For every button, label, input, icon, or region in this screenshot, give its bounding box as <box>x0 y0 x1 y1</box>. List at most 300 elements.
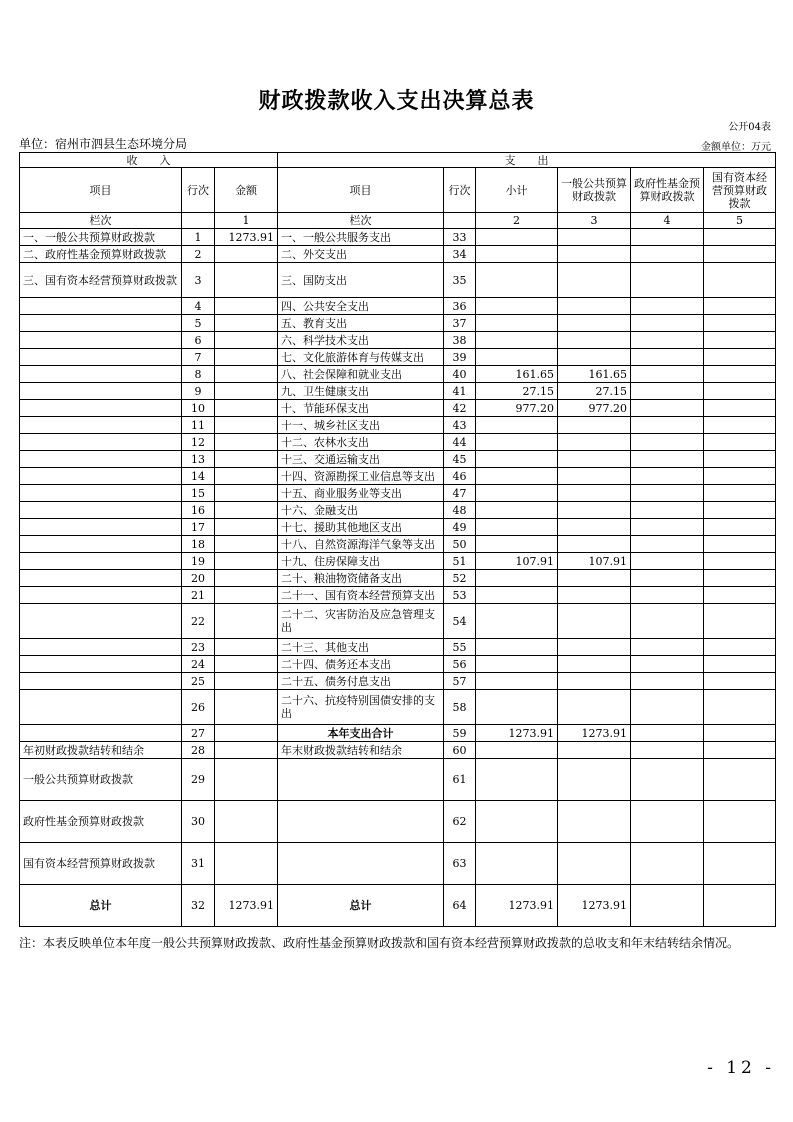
general-budget-cell <box>558 417 631 434</box>
subtotal-cell <box>476 759 558 801</box>
table-row <box>20 639 776 656</box>
income-line-cell: 29 <box>182 759 215 801</box>
expense-line-cell: 33 <box>444 229 476 246</box>
state-capital-cell <box>704 725 776 742</box>
fund-budget-cell <box>631 229 704 246</box>
expense-line-cell: 52 <box>444 570 476 587</box>
table-row <box>20 885 776 927</box>
expense-item-cell: 二十、粮油物资储备支出 <box>278 570 444 587</box>
expense-item-cell: 二、外交支出 <box>278 246 444 263</box>
income-amount-cell <box>215 656 278 673</box>
income-line-cell: 13 <box>182 451 215 468</box>
income-amount-cell <box>215 536 278 553</box>
income-item-cell <box>20 417 182 434</box>
expense-item-cell <box>278 843 444 885</box>
income-amount-cell: 1273.91 <box>215 229 278 246</box>
fund-budget-cell <box>631 451 704 468</box>
subtotal-cell <box>476 485 558 502</box>
fund-budget-cell <box>631 383 704 400</box>
expense-line-cell: 56 <box>444 656 476 673</box>
expense-item-cell: 六、科学技术支出 <box>278 332 444 349</box>
fund-budget-cell <box>631 519 704 536</box>
income-amount-cell <box>215 604 278 639</box>
expense-line-cell: 50 <box>444 536 476 553</box>
expense-line-cell: 49 <box>444 519 476 536</box>
state-capital-cell <box>704 587 776 604</box>
income-item-cell <box>20 553 182 570</box>
subtotal-cell <box>476 690 558 725</box>
general-budget-cell <box>558 801 631 843</box>
income-item-cell <box>20 725 182 742</box>
fund-budget-cell <box>631 485 704 502</box>
table-row <box>20 485 776 502</box>
subtotal-cell: 27.15 <box>476 383 558 400</box>
income-item-cell <box>20 656 182 673</box>
income-item-cell: 国有资本经营预算财政拨款 <box>20 843 182 885</box>
table-row <box>20 263 776 298</box>
state-capital-cell <box>704 639 776 656</box>
table-row <box>20 587 776 604</box>
income-line-cell: 6 <box>182 332 215 349</box>
income-item-cell <box>20 366 182 383</box>
col-4: 4 <box>631 213 704 229</box>
expense-line-cell: 60 <box>444 742 476 759</box>
general-budget-cell <box>558 315 631 332</box>
income-line-cell: 9 <box>182 383 215 400</box>
income-amount-cell <box>215 417 278 434</box>
expense-header: 支 出 <box>278 153 776 168</box>
table-row <box>20 451 776 468</box>
subtotal-cell <box>476 246 558 263</box>
income-amount-cell <box>215 383 278 400</box>
fund-budget-cell <box>631 604 704 639</box>
income-amount-cell <box>215 246 278 263</box>
fund-budget-cell <box>631 298 704 315</box>
state-capital-cell <box>704 673 776 690</box>
income-item-cell <box>20 519 182 536</box>
general-budget-cell <box>558 742 631 759</box>
state-capital-cell <box>704 400 776 417</box>
expense-item-cell: 二十六、抗疫特别国债安排的支出 <box>278 690 444 725</box>
fund-budget-header: 政府性基金预算财政拨款 <box>631 168 704 213</box>
income-amount-cell <box>215 742 278 759</box>
expense-item-cell: 十一、城乡社区支出 <box>278 417 444 434</box>
fund-budget-cell <box>631 885 704 927</box>
table-row <box>20 519 776 536</box>
income-amount-cell <box>215 553 278 570</box>
table-row <box>20 690 776 725</box>
general-budget-cell <box>558 451 631 468</box>
income-item-cell <box>20 587 182 604</box>
state-capital-cell <box>704 604 776 639</box>
general-budget-cell: 977.20 <box>558 400 631 417</box>
income-amount-cell <box>215 451 278 468</box>
income-line-cell: 12 <box>182 434 215 451</box>
subtotal-cell <box>476 298 558 315</box>
income-amount-cell <box>215 801 278 843</box>
income-item-cell: 年初财政拨款结转和结余 <box>20 742 182 759</box>
fund-budget-cell <box>631 502 704 519</box>
subtotal-cell <box>476 332 558 349</box>
subtotal-cell <box>476 604 558 639</box>
subtotal-cell <box>476 349 558 366</box>
expense-item-cell: 五、教育支出 <box>278 315 444 332</box>
col-label: 栏次 <box>20 213 182 229</box>
general-budget-cell <box>558 434 631 451</box>
state-capital-cell <box>704 315 776 332</box>
expense-item-cell: 八、社会保障和就业支出 <box>278 366 444 383</box>
col-exp-label: 栏次 <box>278 213 444 229</box>
expense-line-cell: 64 <box>444 885 476 927</box>
income-item-cell: 一、一般公共预算财政拨款 <box>20 229 182 246</box>
income-line-cell: 27 <box>182 725 215 742</box>
general-budget-cell <box>558 673 631 690</box>
table-row <box>20 604 776 639</box>
income-line-cell: 8 <box>182 366 215 383</box>
income-line-cell: 7 <box>182 349 215 366</box>
state-capital-cell <box>704 434 776 451</box>
fund-budget-cell <box>631 315 704 332</box>
income-line-cell: 3 <box>182 263 215 298</box>
general-budget-cell: 1273.91 <box>558 885 631 927</box>
income-line-cell: 17 <box>182 519 215 536</box>
subtotal-cell <box>476 229 558 246</box>
income-amount-cell <box>215 725 278 742</box>
state-capital-cell <box>704 485 776 502</box>
income-item-cell: 一般公共预算财政拨款 <box>20 759 182 801</box>
expense-item-cell: 十三、交通运输支出 <box>278 451 444 468</box>
subtotal-cell <box>476 468 558 485</box>
income-line-cell: 4 <box>182 298 215 315</box>
subtotal-cell: 1273.91 <box>476 725 558 742</box>
expense-line-cell: 39 <box>444 349 476 366</box>
expense-item-cell: 二十四、债务还本支出 <box>278 656 444 673</box>
table-row <box>20 349 776 366</box>
income-item-cell <box>20 673 182 690</box>
table-row <box>20 366 776 383</box>
expense-item-cell <box>278 759 444 801</box>
table-row <box>20 400 776 417</box>
general-budget-cell <box>558 639 631 656</box>
income-header: 收 入 <box>20 153 278 168</box>
fund-budget-cell <box>631 417 704 434</box>
general-budget-cell <box>558 656 631 673</box>
state-capital-cell <box>704 298 776 315</box>
expense-line-cell: 43 <box>444 417 476 434</box>
income-line-cell: 16 <box>182 502 215 519</box>
col-3: 3 <box>558 213 631 229</box>
income-line-cell: 11 <box>182 417 215 434</box>
subtotal-cell <box>476 843 558 885</box>
table-row <box>20 229 776 246</box>
general-budget-cell: 107.91 <box>558 553 631 570</box>
income-amount-cell <box>215 298 278 315</box>
general-budget-cell <box>558 468 631 485</box>
expense-item-cell: 十五、商业服务业等支出 <box>278 485 444 502</box>
footnote: 注：本表反映单位本年度一般公共预算财政拨款、政府性基金预算财政拨款和国有资本经营预算财政拨款的总收支和年末结转结余情况。 <box>19 936 740 950</box>
general-budget-cell: 27.15 <box>558 383 631 400</box>
fund-budget-cell <box>631 587 704 604</box>
expense-item-cell: 二十三、其他支出 <box>278 639 444 656</box>
income-item-cell <box>20 485 182 502</box>
income-item-cell <box>20 468 182 485</box>
fund-budget-cell <box>631 725 704 742</box>
table-row <box>20 502 776 519</box>
income-amount-cell <box>215 570 278 587</box>
income-item-cell <box>20 639 182 656</box>
general-budget-cell <box>558 570 631 587</box>
income-item-cell <box>20 451 182 468</box>
table-row <box>20 656 776 673</box>
general-budget-cell <box>558 759 631 801</box>
subtotal-cell <box>476 639 558 656</box>
expense-line-cell: 47 <box>444 485 476 502</box>
income-line-cell: 1 <box>182 229 215 246</box>
state-capital-cell <box>704 742 776 759</box>
expense-line-cell: 53 <box>444 587 476 604</box>
state-capital-cell <box>704 885 776 927</box>
income-item-cell <box>20 298 182 315</box>
income-amount-cell <box>215 332 278 349</box>
subtotal-header: 小计 <box>476 168 558 213</box>
expense-item-cell: 十、节能环保支出 <box>278 400 444 417</box>
fund-budget-cell <box>631 553 704 570</box>
general-budget-cell <box>558 298 631 315</box>
state-capital-cell <box>704 246 776 263</box>
expense-line-cell: 37 <box>444 315 476 332</box>
income-line-cell: 24 <box>182 656 215 673</box>
expense-item-cell: 二十五、债务付息支出 <box>278 673 444 690</box>
state-capital-cell <box>704 229 776 246</box>
table-row <box>20 759 776 801</box>
state-capital-header: 国有资本经营预算财政拨款 <box>704 168 776 213</box>
income-amount-cell <box>215 434 278 451</box>
table-row <box>20 536 776 553</box>
income-item-cell <box>20 434 182 451</box>
form-code: 公开04表 <box>728 122 771 133</box>
general-budget-cell: 161.65 <box>558 366 631 383</box>
expense-line-cell: 55 <box>444 639 476 656</box>
report-title: 财政拨款收入支出决算总表 <box>258 88 535 114</box>
fund-budget-cell <box>631 349 704 366</box>
expense-item-cell: 二十二、灾害防治及应急管理支出 <box>278 604 444 639</box>
expense-item-cell: 二十一、国有资本经营预算支出 <box>278 587 444 604</box>
table-row <box>20 246 776 263</box>
expense-item-cell: 十二、农林水支出 <box>278 434 444 451</box>
subtotal-cell <box>476 315 558 332</box>
fund-budget-cell <box>631 690 704 725</box>
income-line-cell: 15 <box>182 485 215 502</box>
income-line-cell: 32 <box>182 885 215 927</box>
fund-budget-cell <box>631 570 704 587</box>
fund-budget-cell <box>631 843 704 885</box>
income-line-cell: 10 <box>182 400 215 417</box>
expense-item-cell: 十四、资源勘探工业信息等支出 <box>278 468 444 485</box>
state-capital-cell <box>704 536 776 553</box>
subtotal-cell <box>476 801 558 843</box>
income-line-cell: 22 <box>182 604 215 639</box>
income-amount-cell: 1273.91 <box>215 885 278 927</box>
income-line-cell: 31 <box>182 843 215 885</box>
table-row <box>20 843 776 885</box>
state-capital-cell <box>704 451 776 468</box>
expense-item-cell: 三、国防支出 <box>278 263 444 298</box>
income-item-cell: 总计 <box>20 885 182 927</box>
page-number: - 12 - <box>707 1058 775 1078</box>
income-item-cell <box>20 315 182 332</box>
expense-line-cell: 61 <box>444 759 476 801</box>
general-budget-cell: 1273.91 <box>558 725 631 742</box>
fund-budget-cell <box>631 434 704 451</box>
state-capital-cell <box>704 366 776 383</box>
subtotal-cell <box>476 673 558 690</box>
expense-line-cell: 38 <box>444 332 476 349</box>
state-capital-cell <box>704 843 776 885</box>
state-capital-cell <box>704 759 776 801</box>
subtotal-cell <box>476 451 558 468</box>
unit-label: 单位：宿州市泗县生态环境分局 <box>19 137 188 151</box>
general-budget-cell <box>558 536 631 553</box>
col-empty <box>444 213 476 229</box>
general-budget-cell <box>558 690 631 725</box>
expense-item-cell: 十八、自然资源海洋气象等支出 <box>278 536 444 553</box>
expense-line-cell: 40 <box>444 366 476 383</box>
table-row <box>20 383 776 400</box>
state-capital-cell <box>704 417 776 434</box>
fund-budget-cell <box>631 536 704 553</box>
budget-table <box>19 152 776 927</box>
income-amount-cell <box>215 673 278 690</box>
table-row <box>20 468 776 485</box>
income-line-cell: 2 <box>182 246 215 263</box>
expense-item-cell: 十九、住房保障支出 <box>278 553 444 570</box>
general-budget-cell <box>558 332 631 349</box>
income-line-cell: 14 <box>182 468 215 485</box>
income-amount-cell <box>215 349 278 366</box>
state-capital-cell <box>704 502 776 519</box>
subtotal-cell <box>476 434 558 451</box>
expense-item-cell: 十七、援助其他地区支出 <box>278 519 444 536</box>
expense-line-cell: 35 <box>444 263 476 298</box>
fund-budget-cell <box>631 366 704 383</box>
subtotal-cell: 107.91 <box>476 553 558 570</box>
income-amount-header: 金额 <box>215 168 278 213</box>
col-2: 2 <box>476 213 558 229</box>
expense-item-cell <box>278 801 444 843</box>
table-row <box>20 801 776 843</box>
subtotal-cell <box>476 570 558 587</box>
income-item-cell: 三、国有资本经营预算财政拨款 <box>20 263 182 298</box>
expense-line-cell: 45 <box>444 451 476 468</box>
subtotal-cell <box>476 742 558 759</box>
state-capital-cell <box>704 553 776 570</box>
income-amount-cell <box>215 502 278 519</box>
state-capital-cell <box>704 349 776 366</box>
income-amount-cell <box>215 759 278 801</box>
income-line-cell: 21 <box>182 587 215 604</box>
subtotal-cell <box>476 417 558 434</box>
money-unit-label: 金额单位：万元 <box>701 142 771 153</box>
income-item-cell <box>20 349 182 366</box>
general-budget-cell <box>558 229 631 246</box>
income-item-header: 项目 <box>20 168 182 213</box>
table-row <box>20 742 776 759</box>
income-amount-cell <box>215 843 278 885</box>
income-item-cell <box>20 502 182 519</box>
fund-budget-cell <box>631 400 704 417</box>
general-budget-cell <box>558 604 631 639</box>
table-row <box>20 332 776 349</box>
expense-item-header: 项目 <box>278 168 444 213</box>
income-item-cell <box>20 604 182 639</box>
income-amount-cell <box>215 690 278 725</box>
state-capital-cell <box>704 570 776 587</box>
subtotal-cell: 161.65 <box>476 366 558 383</box>
income-item-cell <box>20 400 182 417</box>
general-budget-cell <box>558 519 631 536</box>
fund-budget-cell <box>631 673 704 690</box>
expense-item-cell: 十六、金融支出 <box>278 502 444 519</box>
expense-item-cell: 年末财政拨款结转和结余 <box>278 742 444 759</box>
col-1: 1 <box>215 213 278 229</box>
expense-line-cell: 36 <box>444 298 476 315</box>
fund-budget-cell <box>631 801 704 843</box>
income-item-cell <box>20 690 182 725</box>
income-amount-cell <box>215 587 278 604</box>
table-row <box>20 315 776 332</box>
expense-line-cell: 54 <box>444 604 476 639</box>
income-item-cell <box>20 332 182 349</box>
state-capital-cell <box>704 690 776 725</box>
income-line-cell: 19 <box>182 553 215 570</box>
subtotal-cell: 977.20 <box>476 400 558 417</box>
income-item-cell: 政府性基金预算财政拨款 <box>20 801 182 843</box>
general-budget-cell <box>558 485 631 502</box>
income-line-header: 行次 <box>182 168 215 213</box>
general-budget-header: 一般公共预算财政拨款 <box>558 168 631 213</box>
income-line-cell: 5 <box>182 315 215 332</box>
fund-budget-cell <box>631 332 704 349</box>
general-budget-cell <box>558 263 631 298</box>
fund-budget-cell <box>631 742 704 759</box>
subtotal-cell <box>476 263 558 298</box>
expense-line-cell: 51 <box>444 553 476 570</box>
income-line-cell: 28 <box>182 742 215 759</box>
expense-item-cell: 一、一般公共服务支出 <box>278 229 444 246</box>
expense-line-cell: 46 <box>444 468 476 485</box>
income-line-cell: 25 <box>182 673 215 690</box>
expense-item-cell: 七、文化旅游体育与传媒支出 <box>278 349 444 366</box>
fund-budget-cell <box>631 263 704 298</box>
general-budget-cell <box>558 502 631 519</box>
income-line-cell: 23 <box>182 639 215 656</box>
expense-item-cell: 九、卫生健康支出 <box>278 383 444 400</box>
income-line-cell: 30 <box>182 801 215 843</box>
table-row <box>20 725 776 742</box>
state-capital-cell <box>704 656 776 673</box>
income-amount-cell <box>215 485 278 502</box>
expense-line-cell: 63 <box>444 843 476 885</box>
income-amount-cell <box>215 366 278 383</box>
expense-line-cell: 42 <box>444 400 476 417</box>
state-capital-cell <box>704 519 776 536</box>
income-item-cell: 二、政府性基金预算财政拨款 <box>20 246 182 263</box>
expense-line-cell: 62 <box>444 801 476 843</box>
fund-budget-cell <box>631 759 704 801</box>
table-row <box>20 673 776 690</box>
state-capital-cell <box>704 332 776 349</box>
state-capital-cell <box>704 383 776 400</box>
